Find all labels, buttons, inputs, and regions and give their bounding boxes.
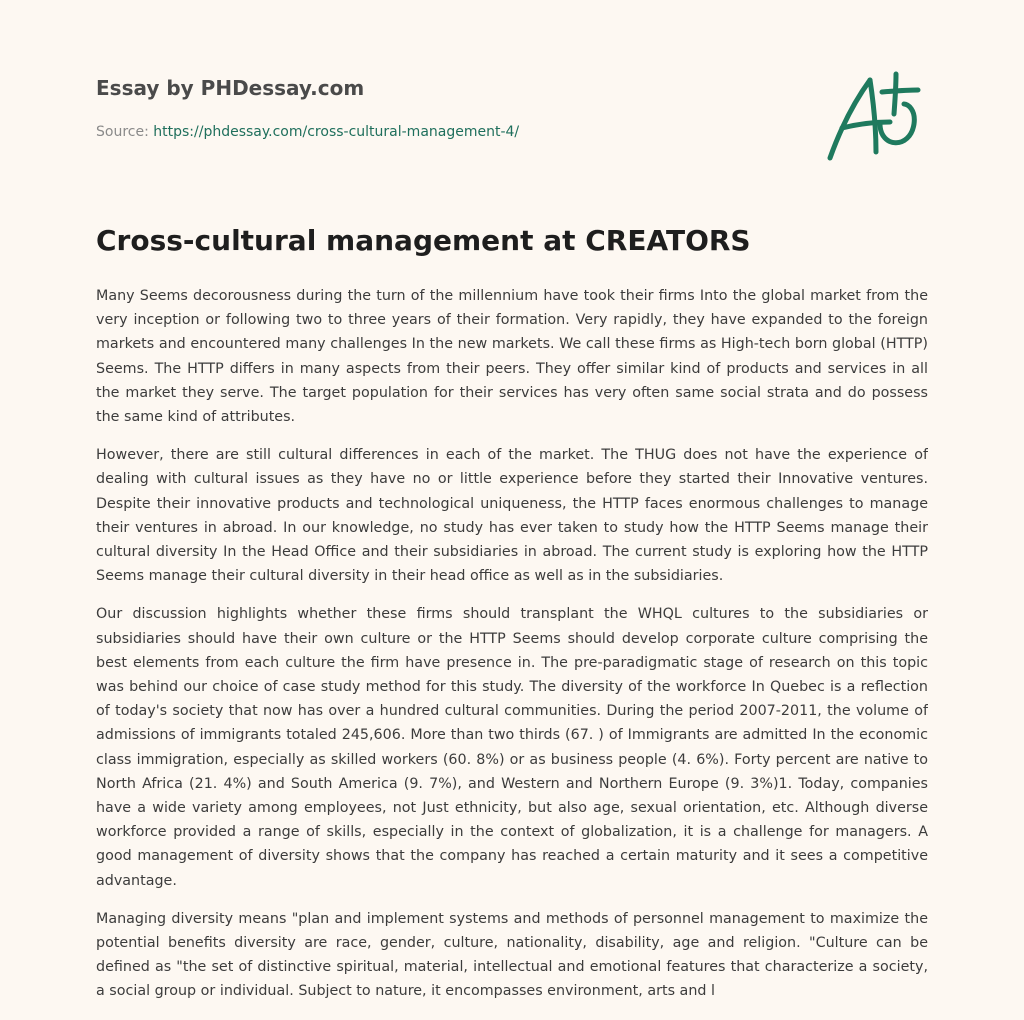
essay-paragraph: Managing diversity means "plan and implement systems and methods of personnel management to maximize the potential benefits diversity are race, gender, culture, nationality, disability, age and religion. "Culture can be defined as "the set of distinctive spiritual, material, intellectual and emotional features that characterize a society, a social group or individual. Subject to nature, it encompasses environment, arts and l [96, 910, 928, 1000]
a-plus-logo-icon [824, 64, 928, 168]
source-link[interactable]: https://phdessay.com/cross-cultural-management-4/ [153, 124, 520, 140]
essay-title: Cross-cultural management at CREATORS [96, 224, 751, 257]
essay-paragraph: Many Seems decorousness during the turn of the millennium have took their firms Into the global market from the very inception or following two to three years of their formation. Very rapidly, they have expanded to the foreign markets and encountered many challenges In the new markets. We call these firms as High-tech born global (HTTP) Seems. The HTTP differs in many aspects from their peers. They offer similar kind of products and services in all the market they serve. The target population for their services has very often same social strata and do possess the same kind of attributes. [96, 288, 928, 426]
essay-body [96, 284, 928, 1010]
essay-paragraph: Our discussion highlights whether these firms should transplant the WHQL cultures to the subsidiaries or subsidiaries should have their own culture or the HTTP Seems should develop corporate culture comprising the best elements from each culture the firm have presence in. The pre-paradigmatic stage of research on this topic was behind our choice of case study method for this study. The diversity of the workforce In Quebec is a reflection of today's society that now has over a hundred cultural communities. During the period 2007-2011, the volume of admissions of immigrants totaled 245,606. More than two thirds (67. ) of Immigrants are admitted In the economic class immigration, especially as skilled workers (60. 8%) or as business people (4. 6%). Forty percent are native to North Africa (21. 4%) and South America (9. 7%), and Western and Northern Europe (9. 3%)1. Today, companies have a wide variety among employees, not Just ethnicity, but also age, sexual orientation, etc. Although diverse workforce provided a range of skills, especially in the context of globalization, it is a challenge for managers. A good management of diversity shows that the company has reached a certain maturity and it sees a competitive advantage. [96, 606, 928, 889]
essay-paragraph: However, there are still cultural differences in each of the market. The THUG does not have the experience of dealing with cultural issues as they have no or little experience before they started their Innovative ventures. Despite their innovative products and technological uniqueness, the HTTP faces enormous challenges to manage their ventures in abroad. In our knowledge, no study has ever taken to study how the HTTP Seems manage their cultural diversity In the Head Office and their subsidiaries in abroad. The current study is exploring how the HTTP Seems manage their cultural diversity in their head office as well as in the subsidiaries. [96, 447, 928, 585]
source-line [96, 124, 519, 140]
site-title: Essay by PHDessay.com [96, 76, 365, 100]
source-label: Source: [96, 124, 149, 140]
essay-header [96, 0, 928, 190]
